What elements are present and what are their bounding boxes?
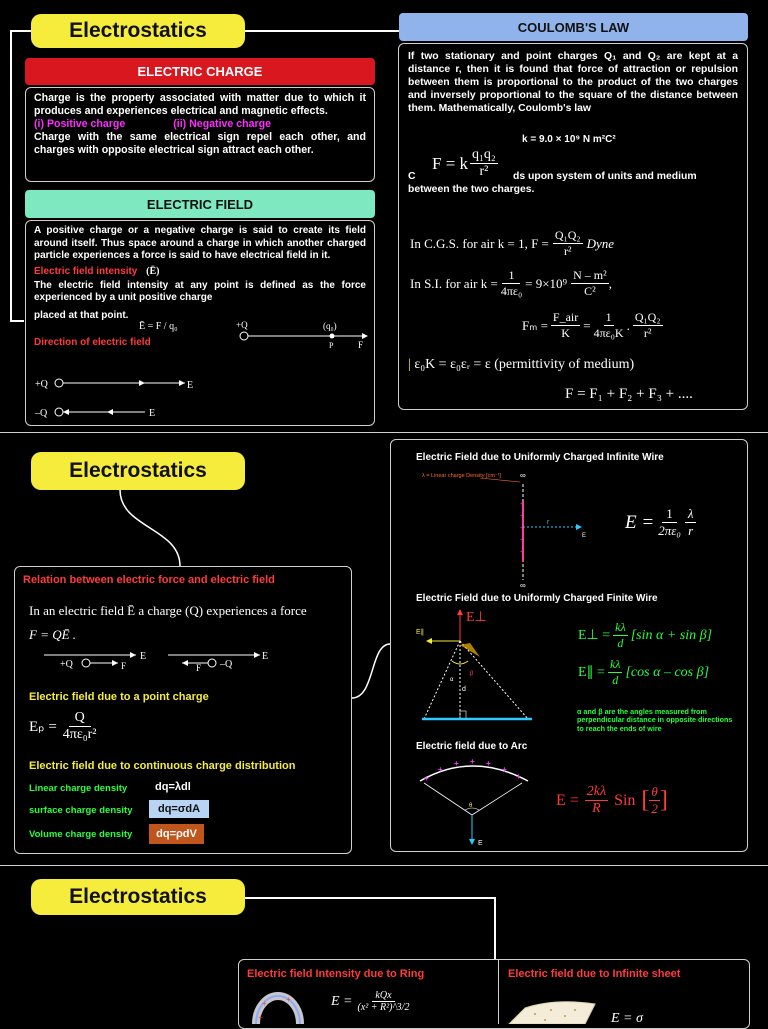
- superposition-formula: F = F₁ + F₂ + F₃ + ....: [565, 386, 693, 402]
- electric-field-heading: ELECTRIC FIELD: [25, 190, 375, 218]
- volume-density-eq: dq=ρdV: [149, 824, 204, 844]
- arc-heading: Electric field due to Arc: [416, 741, 528, 752]
- infinite-wire-eq-lhs: E =: [625, 511, 655, 533]
- sheet-heading: Electric field due to Infinite sheet: [508, 968, 681, 980]
- si-den: 4πε₀: [500, 284, 523, 298]
- linear-density-eq: dq=λdl: [155, 781, 191, 793]
- coulomb-heading: COULOMB'S LAW: [399, 13, 748, 41]
- finite-wire-heading: Electric Field due to Uniformly Charged Finite Wire: [416, 593, 658, 604]
- cgs-num: Q₁Q₂: [554, 228, 581, 242]
- positive-charge-label: (i) Positive charge: [34, 118, 126, 130]
- relation-f-label: F: [121, 661, 127, 671]
- coulomb-note-end: between the two charges.: [408, 184, 535, 195]
- section-title: Electrostatics: [31, 14, 245, 48]
- section-divider: [0, 432, 768, 433]
- connector-curve: [110, 488, 190, 568]
- coulomb-formula-num: q₁q₂: [472, 147, 496, 162]
- svg-text:+: +: [486, 759, 491, 768]
- coulomb-k-value: k = 9.0 × 10⁹ N m²C²: [522, 134, 616, 145]
- negative-charge-label: (ii) Negative charge: [173, 118, 271, 130]
- finite-perp-lhs: E⊥ =: [578, 628, 611, 643]
- minus-q-label: –Q: [35, 408, 48, 419]
- e-perp-label: E⊥: [466, 610, 487, 625]
- svg-text:+: +: [520, 501, 525, 508]
- field-fig-f: F: [358, 340, 364, 350]
- field-equation: Ē = F / q₀: [139, 321, 178, 332]
- connector-line: [494, 897, 496, 959]
- coulomb-note-start: C: [408, 171, 416, 182]
- fm-q-den: r²: [643, 326, 652, 340]
- relation-plus-q: +Q: [60, 659, 73, 670]
- coulomb-formula-lhs: F = k: [432, 153, 469, 173]
- force-field-diagram: [40, 645, 280, 675]
- si-eq: = 9×10⁹: [525, 275, 568, 291]
- infinite-wire-formula: [625, 506, 696, 539]
- finite-par-formula: [578, 657, 709, 688]
- surface-density-eq: dq=σdA: [149, 800, 209, 818]
- svg-text:+: +: [454, 759, 459, 768]
- beta-label: β: [470, 671, 474, 677]
- connector-curve: [350, 640, 392, 700]
- ring-eq-lhs: E =: [331, 993, 353, 1009]
- relation-line2: F = QĒ .: [29, 627, 77, 642]
- arc-eq-lhs: E =: [556, 791, 579, 809]
- e-label: E: [187, 380, 194, 391]
- fm-num: F_air: [552, 310, 579, 324]
- electric-charge-heading: ELECTRIC CHARGE: [25, 58, 375, 85]
- field-fig-p: P: [329, 341, 334, 350]
- svg-text:+: +: [520, 525, 525, 532]
- relation-e-label: E: [262, 651, 269, 662]
- inf-top: ∞: [520, 471, 526, 480]
- relation-heading: Relation between electric force and electric field: [23, 574, 275, 586]
- fm-lhs: Fₘ =: [522, 317, 548, 333]
- svg-text:+: +: [424, 774, 429, 783]
- fm-formula: Fₘ = F_air K = $\frac{1}{\text{4πε₀K}}$ . $\frac{\text{Q₁Q₂}}{\text{r²}}$: [522, 310, 661, 340]
- continuous-heading: Electric field due to continuous charge distribution: [29, 760, 296, 772]
- svg-text:+: +: [520, 537, 525, 544]
- cgs-text: In C.G.S. for air k = 1, F =: [410, 235, 549, 251]
- si-num: 1: [502, 268, 520, 284]
- ring-eq-num: kQx: [372, 990, 394, 1002]
- finite-par-lhs: E∥ =: [578, 665, 605, 680]
- point-charge-heading: Electric field due to a point charge: [29, 691, 209, 703]
- d-label: d: [462, 686, 466, 693]
- field-direction-label: Direction of electric field: [34, 336, 151, 348]
- section-title: Electrostatics: [31, 879, 245, 915]
- svg-text:+: +: [502, 765, 507, 774]
- svg-text:+: +: [516, 772, 521, 781]
- finite-perp-frac-num: kλ: [615, 620, 626, 634]
- svg-text:+: +: [470, 757, 475, 766]
- relation-line1: In an electric field Ē a charge (Q) experiences a force: [29, 603, 307, 618]
- svg-text:+: +: [262, 999, 267, 1008]
- arc-theta: θ: [469, 803, 473, 809]
- fm-den: K: [561, 326, 570, 340]
- si-unit-den: C²: [584, 284, 596, 298]
- finite-par-frac-den: d: [612, 673, 619, 687]
- point-charge-formula: [29, 710, 96, 743]
- relation-minus-q: –Q: [220, 659, 233, 670]
- linear-density-label: Linear charge density: [29, 783, 128, 794]
- arc-eq-arg-num: θ: [651, 784, 658, 799]
- svg-text:+: +: [286, 995, 291, 1004]
- connector-line: [10, 30, 12, 322]
- arc-formula: E = $\frac{2k\lambda}{R}$ Sin [ $\frac{\theta}{2}$ ]: [556, 784, 668, 816]
- infinite-wire-heading: Electric Field due to Uniformly Charged Infinite Wire: [416, 452, 664, 463]
- svg-text:+: +: [520, 513, 525, 520]
- finite-wire-diagram: [412, 603, 562, 733]
- inf-bottom: ∞: [520, 581, 526, 590]
- cgs-den: r²: [563, 244, 572, 258]
- infinite-wire-eq-num: 1: [662, 506, 677, 523]
- permittivity-text: ε₀K = ε₀εᵣ = ε (permittivity of medium): [414, 357, 635, 372]
- field-fig-q0: (q₀): [323, 321, 337, 331]
- lambda-note: λ = Linear charge Density [cm⁻¹]: [422, 473, 502, 479]
- arc-eq-den: R: [592, 801, 601, 816]
- electric-charge-panel: [25, 87, 375, 182]
- coulomb-definition: If two stationary and point charges Q₁ and Q₂ are kept at a distance r, then it is found that force of attraction or repulsion between them is proportional to the product of the two charges and inversely proportional to the square of the distance between them. Mathematically, Coulomb's law: [408, 51, 738, 114]
- connector-line: [245, 897, 495, 899]
- infinite-wire-eq-frac-den: r: [688, 523, 694, 538]
- plus-q-label: +Q: [35, 379, 48, 390]
- connector-line: [245, 30, 400, 32]
- coulomb-formula: [432, 147, 498, 180]
- relation-e-label: E: [140, 651, 147, 662]
- ring-heading: Electric field Intensity due to Ring: [247, 968, 425, 980]
- coulomb-note-mid: ds upon system of units and medium: [513, 171, 697, 182]
- panel-divider: [498, 960, 499, 1024]
- finite-par-frac-num: kλ: [609, 657, 621, 671]
- arc-eq-num: 2kλ: [586, 784, 607, 799]
- field-fig-q: +Q: [236, 320, 248, 330]
- charge-types: [34, 118, 366, 131]
- field-intensity-definition-end: placed at that point.: [34, 309, 129, 321]
- ep-num: Q: [69, 710, 91, 727]
- e-label: E: [149, 408, 156, 419]
- ring-eq-den: (x² + R²)^3/2: [357, 1002, 410, 1013]
- surface-density-label: surface charge density: [29, 805, 133, 816]
- infinite-wire-eq-den: 2πε₀: [658, 523, 681, 538]
- infinite-wire-r: r: [547, 519, 550, 526]
- finite-perp-frac-den: d: [617, 636, 624, 650]
- cgs-unit: Dyne: [586, 235, 615, 251]
- fm-eq-num: 1: [605, 310, 612, 324]
- svg-text:+: +: [438, 765, 443, 774]
- finite-perp-formula: [578, 620, 712, 651]
- finite-par-rhs: [cos α – cos β]: [625, 664, 710, 680]
- arc-e: E: [478, 840, 483, 847]
- fm-eq-den: 4πε₀K: [593, 326, 624, 340]
- volume-density-label: Volume charge density: [29, 829, 133, 840]
- section-divider: [0, 865, 768, 866]
- sheet-formula: E = σ: [611, 1011, 643, 1026]
- sheet-diagram: [505, 996, 605, 1024]
- fm-q-num: Q₁Q₂: [634, 310, 661, 324]
- ep-lhs: Eₚ =: [29, 719, 57, 735]
- ring-diagram: [250, 990, 310, 1024]
- permittivity-formula: | ε₀K = ε₀εᵣ = ε (permittivity of medium): [408, 357, 635, 372]
- si-formula: In S.I. for air k = $\frac{1}{\text{4πε₀}}$ = 9×10⁹ $\frac{\text{N – m²}}{\text{C²}}$ ,: [410, 268, 612, 298]
- e-par-label: E∥: [416, 629, 425, 636]
- ep-den: 4πε₀r²: [62, 727, 97, 742]
- si-text: In S.I. for air k =: [410, 275, 498, 291]
- field-intensity-symbol: (Ē): [146, 265, 160, 277]
- infinite-wire-eq-frac-num: λ: [685, 506, 697, 523]
- field-intensity-label: Electric field intensity: [34, 265, 138, 277]
- connector-line: [10, 320, 24, 322]
- ring-formula: [331, 990, 409, 1013]
- arc-diagram: [410, 755, 545, 850]
- section-title: Electrostatics: [31, 452, 245, 490]
- arc-eq-arg-den: 2: [651, 801, 658, 816]
- coulomb-formula-den: r²: [479, 164, 489, 179]
- charge-definition: Charge is the property associated with matter due to which it produces and experiences electrical and magnetic effects.: [34, 92, 366, 117]
- svg-text:+: +: [258, 1013, 263, 1022]
- coulomb-panel: [398, 43, 748, 410]
- field-intensity-row: [34, 265, 366, 278]
- charge-rule: Charge with the same electrical sign repel each other, and charges with opposite electrical sign attract each other.: [34, 131, 366, 156]
- field-definition: A positive charge or a negative charge is said to create its field around itself. Thus space around a charge in which another charged particle experiences a force is said to have electrical field in it.: [34, 225, 366, 261]
- connector-line: [10, 30, 32, 32]
- relation-f-label: F: [196, 663, 202, 673]
- si-unit-num: N – m²: [573, 268, 607, 282]
- finite-perp-rhs: [sin α + sin β]: [630, 627, 713, 643]
- cgs-formula: [410, 228, 614, 259]
- field-intensity-definition: The electric field intensity at any point is defined as the force experienced by a unit positive charge: [34, 279, 366, 303]
- finite-wire-note: α and β are the angles measured from perpendicular distance in opposite directions to reach the ends of wire: [577, 707, 733, 733]
- svg-text:+: +: [520, 549, 525, 556]
- field-direction-diagram: [33, 370, 203, 422]
- alpha-label: α: [450, 677, 454, 683]
- infinite-wire-diagram: [410, 466, 590, 590]
- arc-eq-sin: Sin: [614, 791, 636, 809]
- field-intensity-diagram: [230, 318, 370, 352]
- infinite-wire-e: E: [582, 533, 587, 539]
